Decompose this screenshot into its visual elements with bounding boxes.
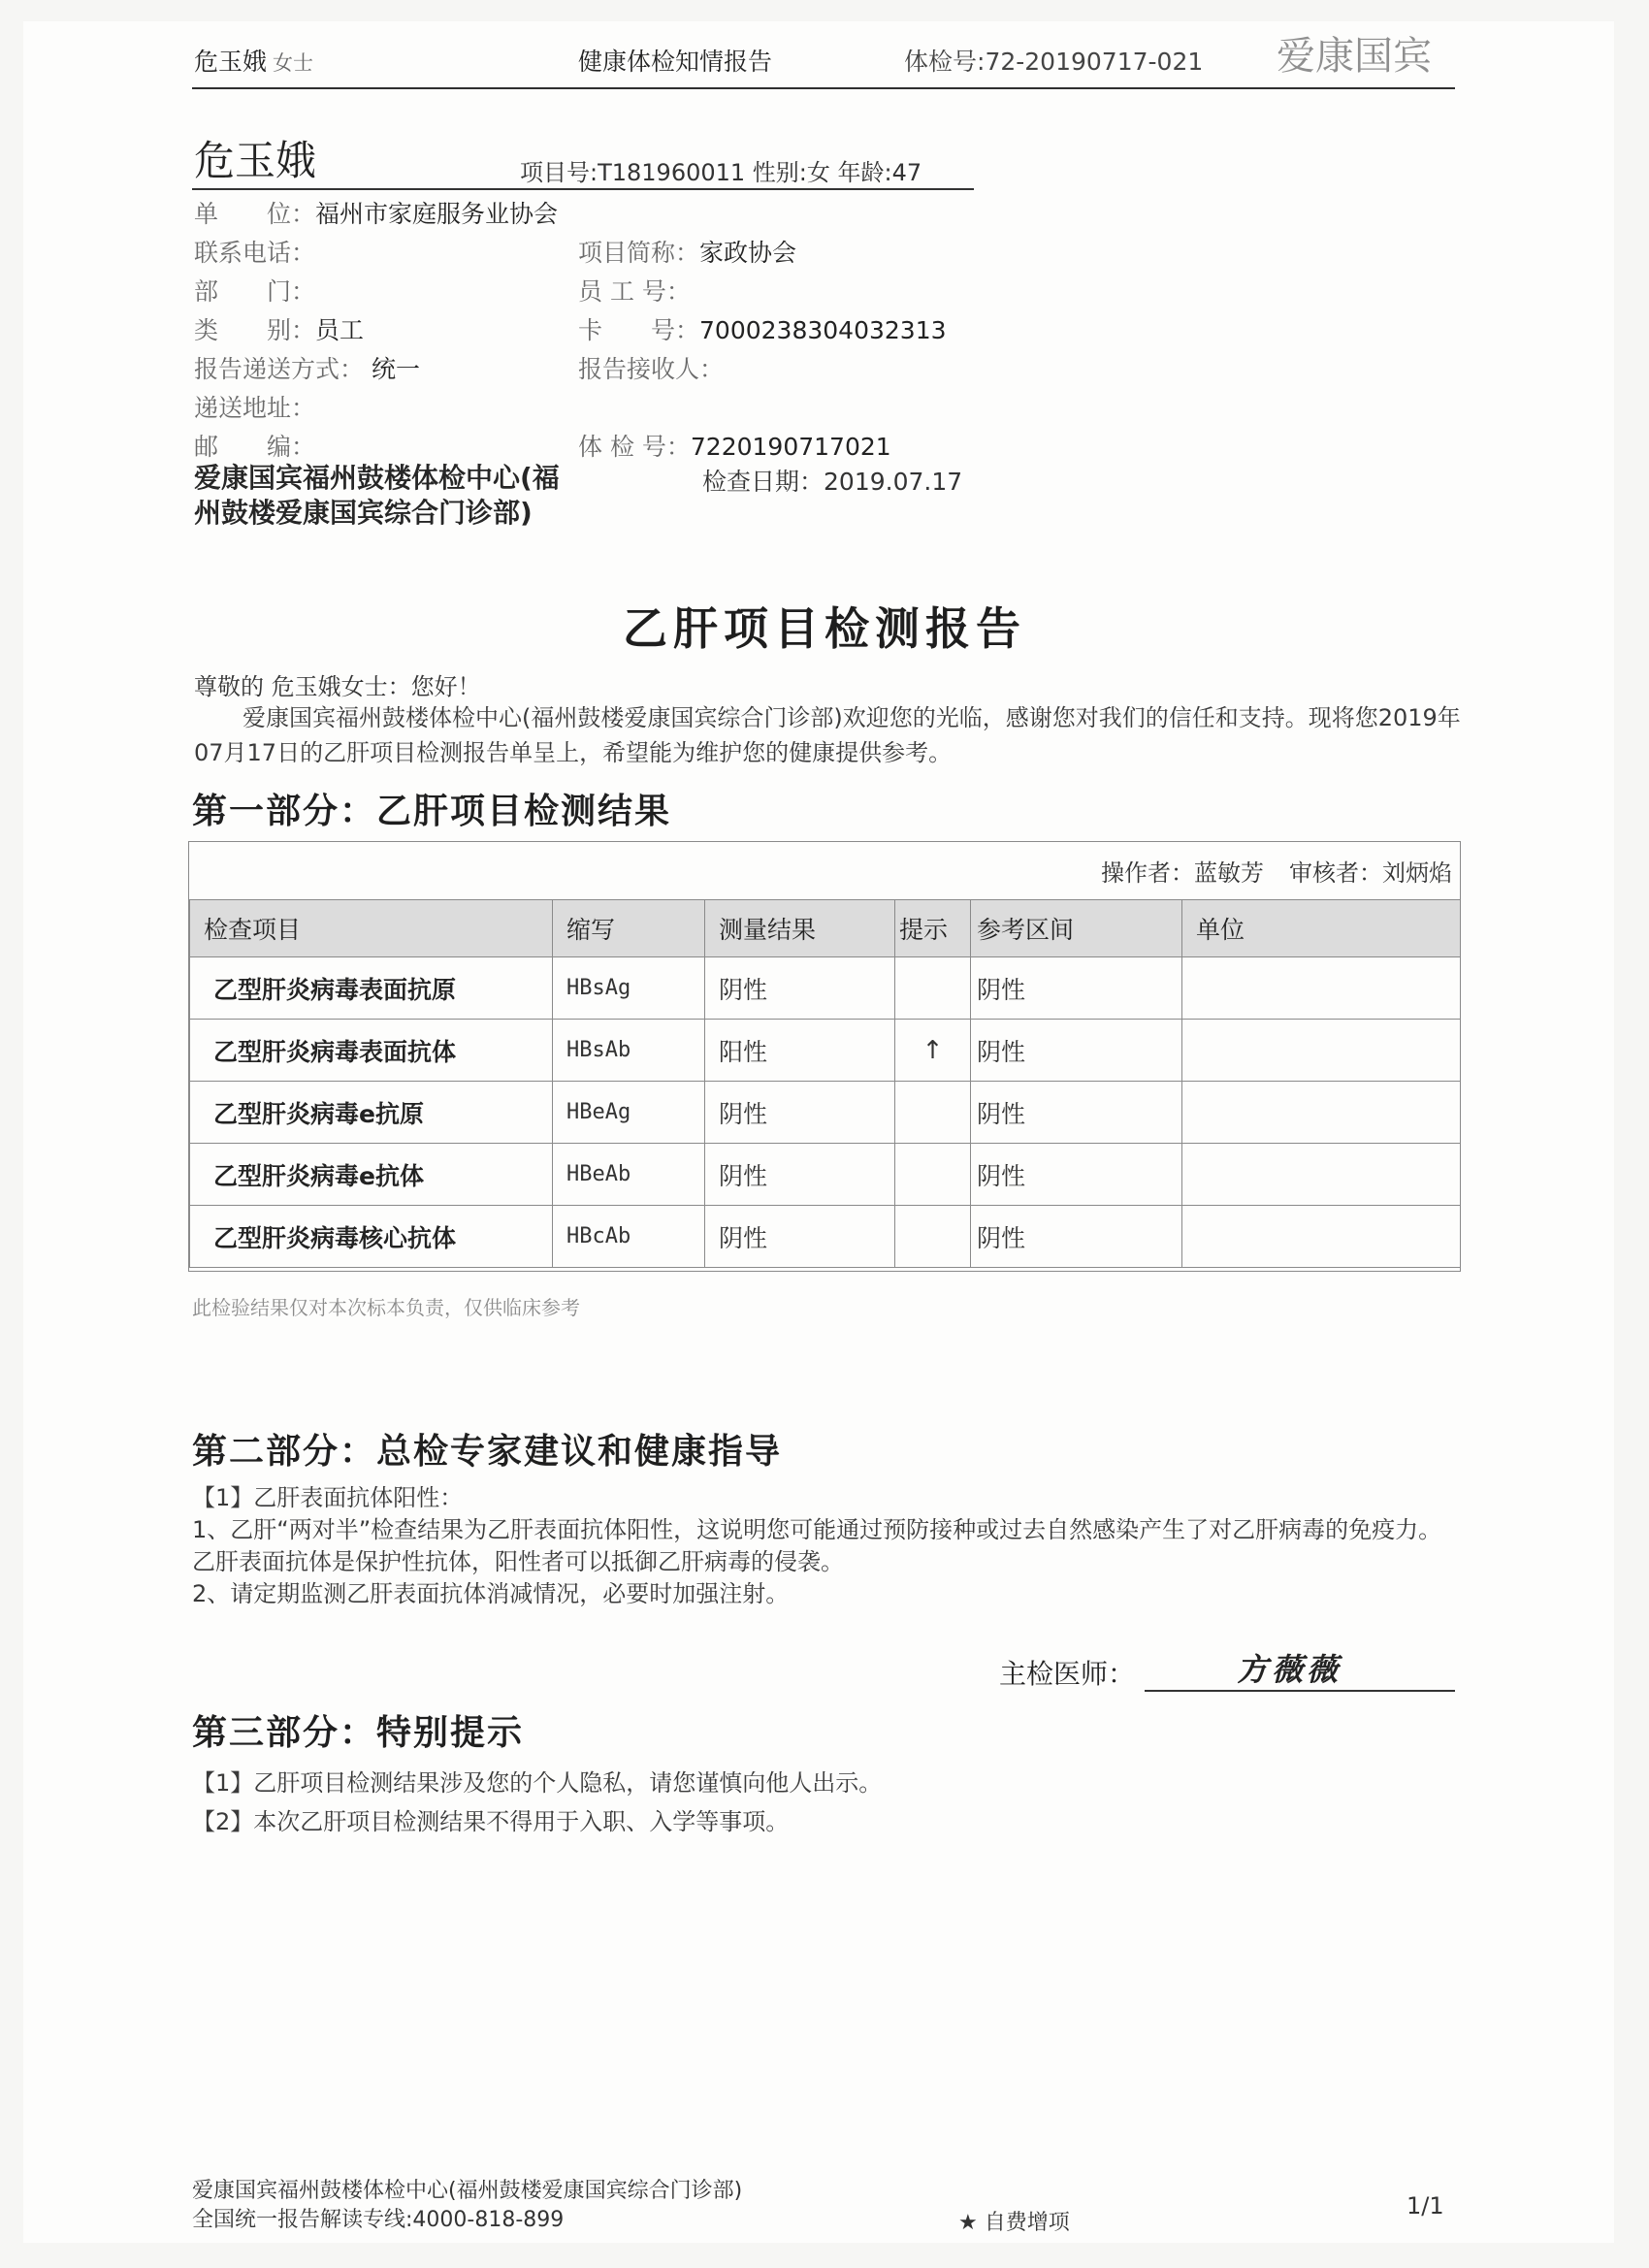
header-patient-name: 危玉娥 女士 [194,48,314,76]
table-header-row [190,900,1461,957]
section3-title: 第三部分：特别提示 [192,1712,525,1753]
cell-result: 阴性 [705,1144,895,1206]
cell-ref: 阴性 [971,957,1182,1020]
exam-date: 检查日期：2019.07.17 [702,468,963,496]
cell-result: 阳性 [705,1020,895,1082]
cell-ref: 阴性 [971,1144,1182,1206]
cell-item: 乙型肝炎病毒核心抗体 [190,1206,553,1268]
field-delivery: 报告递送方式： 统一 [194,355,421,383]
field-dept: 部 门： [194,277,316,306]
cell-unit [1182,1206,1461,1268]
operator-reviewer: 操作者：蓝敏芳 审核者：刘炳焰 [1101,859,1452,887]
field-category: 类 别：员工 [194,316,365,344]
header-divider [192,87,1455,89]
intro-paragraph: 爱康国宾福州鼓楼体检中心(福州鼓楼爱康国宾综合门诊部)欢迎您的光临，感谢您对我们的信任和支持。现将您2019年07月17日的乙肝项目检测报告单呈上，希望能为维护您的健康提供参考。 [194,704,1461,766]
cell-flag [895,1082,971,1144]
cell-item: 乙型肝炎病毒表面抗原 [190,957,553,1020]
cell-abbr: HBeAg [553,1082,705,1144]
cell-result: 阴性 [705,957,895,1020]
patient-name: 危玉娥 [194,137,317,184]
cell-unit [1182,1020,1461,1082]
cell-abbr: HBcAb [553,1206,705,1268]
column-header: 测量结果 [705,900,895,957]
field-staff-no: 员 工 号： [578,277,691,306]
column-header: 提示 [895,900,971,957]
advice-item: 2、请定期监测乙肝表面抗体消减情况，必要时加强注射。 [192,1580,790,1607]
cell-unit [1182,1082,1461,1144]
greeting: 尊敬的 危玉娥女士：您好！ [194,673,481,700]
cell-item: 乙型肝炎病毒e抗原 [190,1082,553,1144]
footer-hotline: 全国统一报告解读专线:4000-818-899 [192,2208,565,2232]
patient-meta: 项目号:T181960011 性别:女 年龄:47 [520,159,922,186]
doctor-signature: 方薇薇 [1237,1651,1342,1688]
field-zip: 邮 编： [194,433,316,461]
field-phone: 联系电话： [194,239,316,267]
note-item: 【1】乙肝项目检测结果涉及您的个人隐私，请您谨慎向他人出示。 [192,1769,883,1797]
cell-unit [1182,957,1461,1020]
table-row [190,957,1461,1020]
table-row [190,1144,1461,1206]
field-exam-no: 体 检 号：7220190717021 [578,433,891,461]
cell-result: 阴性 [705,1082,895,1144]
footer-center [192,2177,742,2235]
table-row [190,1020,1461,1082]
header-title-suffix: 女士 [273,51,314,75]
cell-flag [895,1206,971,1268]
footer-center-name: 爱康国宾福州鼓楼体检中心(福州鼓楼爱康国宾综合门诊部) [192,2179,743,2203]
advice-text [192,1482,1459,1610]
cell-abbr: HBeAb [553,1144,705,1206]
patient-divider [192,188,974,190]
cell-ref: 阴性 [971,1020,1182,1082]
field-address: 递送地址： [194,394,316,422]
advice-heading: 【1】乙肝表面抗体阳性： [192,1484,464,1511]
exam-center-name: 爱康国宾福州鼓楼体检中心(福州鼓楼爱康国宾综合门诊部) [194,462,560,529]
brand-logo: 爱康国宾 [1277,34,1432,79]
column-header: 检查项目 [190,900,553,957]
results-disclaimer: 此检验结果仅对本次标本负责，仅供临床参考 [192,1296,580,1319]
cell-ref: 阴性 [971,1206,1182,1268]
column-header: 单位 [1182,900,1461,957]
table-row [190,1206,1461,1268]
note-item: 【2】本次乙肝项目检测结果不得用于入职、入学等事项。 [192,1808,790,1835]
cell-abbr: HBsAb [553,1020,705,1082]
cell-flag [895,957,971,1020]
results-table [189,899,1461,1268]
advice-item: 1、乙肝“两对半”检查结果为乙肝表面抗体阳性，这说明您可能通过预防接种或过去自然感染产生了对乙肝病毒的免疫力。乙肝表面抗体是保护性抗体，阳性者可以抵御乙肝病毒的侵袭。 [192,1516,1442,1575]
section1-title: 第一部分：乙肝项目检测结果 [192,791,672,831]
column-header: 参考区间 [971,900,1182,957]
special-notes [192,1764,882,1841]
cell-abbr: HBsAg [553,957,705,1020]
results-table-panel [188,841,1461,1272]
main-title: 乙肝项目检测报告 [623,602,1026,655]
cell-unit [1182,1144,1461,1206]
cell-result: 阴性 [705,1206,895,1268]
section2-title: 第二部分：总检专家建议和健康指导 [192,1431,783,1472]
field-unit: 单 位：福州市家庭服务业协会 [194,200,559,228]
column-header: 缩写 [553,900,705,957]
signature-line [1145,1690,1455,1692]
field-card: 卡 号：7000238304032313 [578,316,947,344]
footer-star-note: ★ 自费增项 [958,2211,1070,2235]
up-arrow-icon: ↑ [895,1020,971,1082]
cell-flag [895,1144,971,1206]
table-row [190,1082,1461,1144]
header-report-title: 健康体检知情报告 [578,48,773,76]
cell-item: 乙型肝炎病毒表面抗体 [190,1020,553,1082]
header-exam-number: 体检号:72-20190717-021 [904,48,1204,76]
cell-item: 乙型肝炎病毒e抗体 [190,1144,553,1206]
doctor-label: 主检医师： [999,1658,1136,1690]
field-project-short: 项目简称：家政协会 [578,239,797,267]
page-number: 1/1 [1406,2192,1444,2219]
field-receiver: 报告接收人： [578,355,725,383]
cell-ref: 阴性 [971,1082,1182,1144]
